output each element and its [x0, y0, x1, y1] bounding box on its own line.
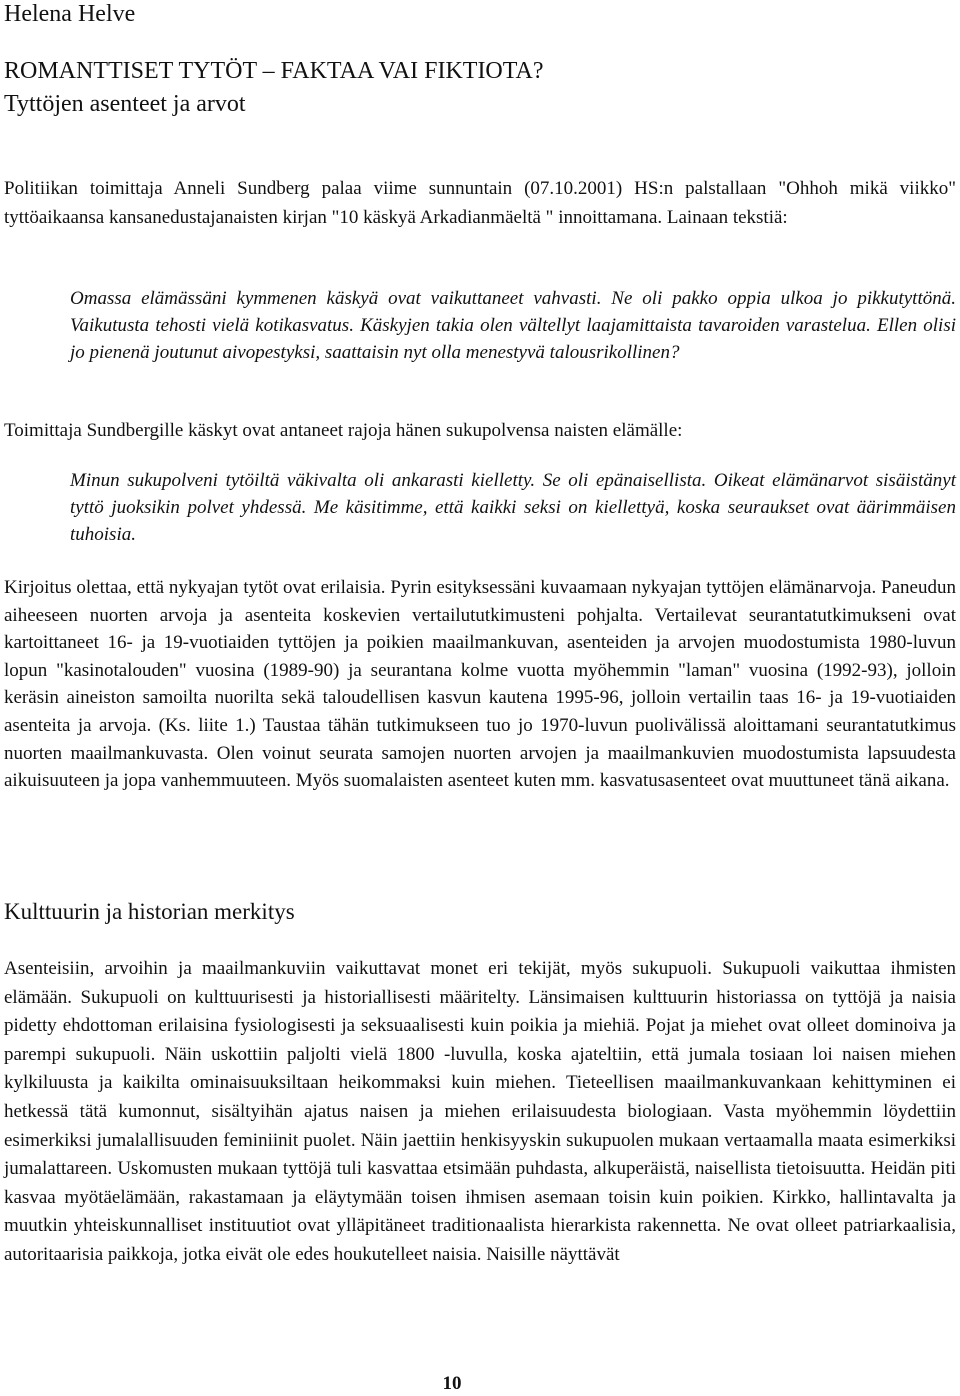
author-name: Helena Helve: [4, 1, 136, 27]
title-main: ROMANTTISET TYTÖT – FAKTAA VAI FIKTIOTA?: [4, 58, 544, 84]
sundberg-paragraph: Toimittaja Sundbergille käskyt ovat antaneet rajoja hänen sukupolvensa naisten elämälle:: [4, 420, 683, 441]
section-heading: Kulttuurin ja historian merkitys: [4, 899, 295, 924]
research-paragraph: Kirjoitus olettaa, että nykyajan tytöt ovat erilaisia. Pyrin esityksessäni kuvaamaan nykyajan tyttöjen elämänarvoja. Paneudun aiheeseen nuorten arvoja ja asenteita koskevien vertailututkimusteni pohjalta. Vertailevat seurantatutkimukseni ovat kartoittaneet 16- ja 19-vuotiaiden tyttöjen ja poikien maailmankuvan, asenteiden ja arvojen muodostumista 1980-luvun lopun "kasinotalouden" vuosina (1989-90) ja seurantana kolme vuotta myöhemmin "laman" vuosina (1992-93), jolloin keräsin aineiston samoilta nuorilta sekä taloudellisen kasvun kautena 1995-96, jolloin vertailin taas 16- ja 19-vuotiaiden asenteita ja arvoja. (Ks. liite 1.) Taustaa tähän tutkimukseen tuo jo 1970-luvun puolivälissä aloittamani seurantatutkimus nuorten maailmankuvasta. Olen voinut seurata samojen nuorten arvojen ja maailmankuvien muodostumista lapsuudesta aikuisuuteen ja jopa vanhemmuuteen. Myös suomalaisten asenteet kuten mm. kasvatusasenteet ovat muuttuneet tänä aikana.: [4, 577, 956, 792]
culture-history-paragraph: Asenteisiin, arvoihin ja maailmankuviin vaikuttavat monet eri tekijät, myös sukupuoli. Sukupuoli vaikuttaa ihmisten elämään. Sukupuoli on kulttuurisesti ja historiallisesti määritelty. Länsimaisen kulttuurin historiassa on tyttöjä ja naisia pidetty ehdottoman erilaisina fysiologisesti ja seksuaalisesti kuin poikia ja miehiä. Pojat ja miehet ovat olleet dominoiva ja parempi sukupuoli. Näin uskottiin paljolti vielä 1800 -luvulla, koska ajateltiin, että jumala tosiaan loi naisen miehen kylkiluusta ja kaikilta ominaisuuksiltaan heikommaksi kuin miehen. Tieteellisen maailmankuvankaan kehittyminen ei hetkessä tätä kumonnut, sisältyihän ajatus naisen ja miehen erilaisuudesta biologiaan. Vasta myöhemmin löydettiin esimerkiksi jumalallisuuden feminiinit puolet. Näin jaettiin henkisyyskin sukupuolen mukaan vertaamalla maata esimerkiksi jumalattareen. Uskomusten mukaan tyttöjä tuli kasvattaa etsimään puhdasta, alkuperäistä, naisellista tietoisuutta. Heidän piti kasvaa myötäelämään, rakastamaan ja eläytymään toisen ihmisen asemaan toisin kuin poikien. Kirkko, hallintavalta ja muutkin yhteiskunnalliset instituutiot ovat ylläpitäneet traditionaalista hierarkista rakennetta. Ne ovat olleet patriarkaalisia, autoritaarisia paikkoja, jotka eivät ole edes houkutelleet naisia. Naisille näyttävät: [4, 958, 956, 1265]
document-title: [4, 55, 543, 121]
block-quote-generation: Minun sukupolveni tytöiltä väkivalta oli ankarasti kielletty. Se oli epänaisellista. Oikeat elämänarvot sisäistänyt tyttö juoksikin polvet yhdessä. Me käsitimme, että kaikki seksi on kiellettyä, koska seuraukset ovat äärimmäisen tuhoisia.: [70, 470, 956, 545]
page-number: 10: [442, 1373, 462, 1394]
block-quote-commandments: Omassa elämässäni kymmenen käskyä ovat vaikuttaneet vahvasti. Ne oli pakko oppia ulkoa jo pikkutyttönä. Vaikutusta tehosti vielä kotikasvatus. Käskyjen takia olen vältellyt laajamittaista tavaroiden varastelua. Ellen olisi jo pienenä joutunut aivopestyksi, saattaisin nyt olla menestyvä talousrikollinen?: [70, 288, 956, 363]
title-subtitle: Tyttöjen asenteet ja arvot: [4, 91, 246, 117]
document-page: [4, 0, 956, 1396]
intro-paragraph: Politiikan toimittaja Anneli Sundberg palaa viime sunnuntain (07.10.2001) HS:n palstallaan "Ohhoh mikä viikko" tyttöaikaansa kansanedustajanaisten kirjan "10 käskyä Arkadianmäeltä " innoittamana. Lainaan tekstiä:: [4, 178, 956, 228]
